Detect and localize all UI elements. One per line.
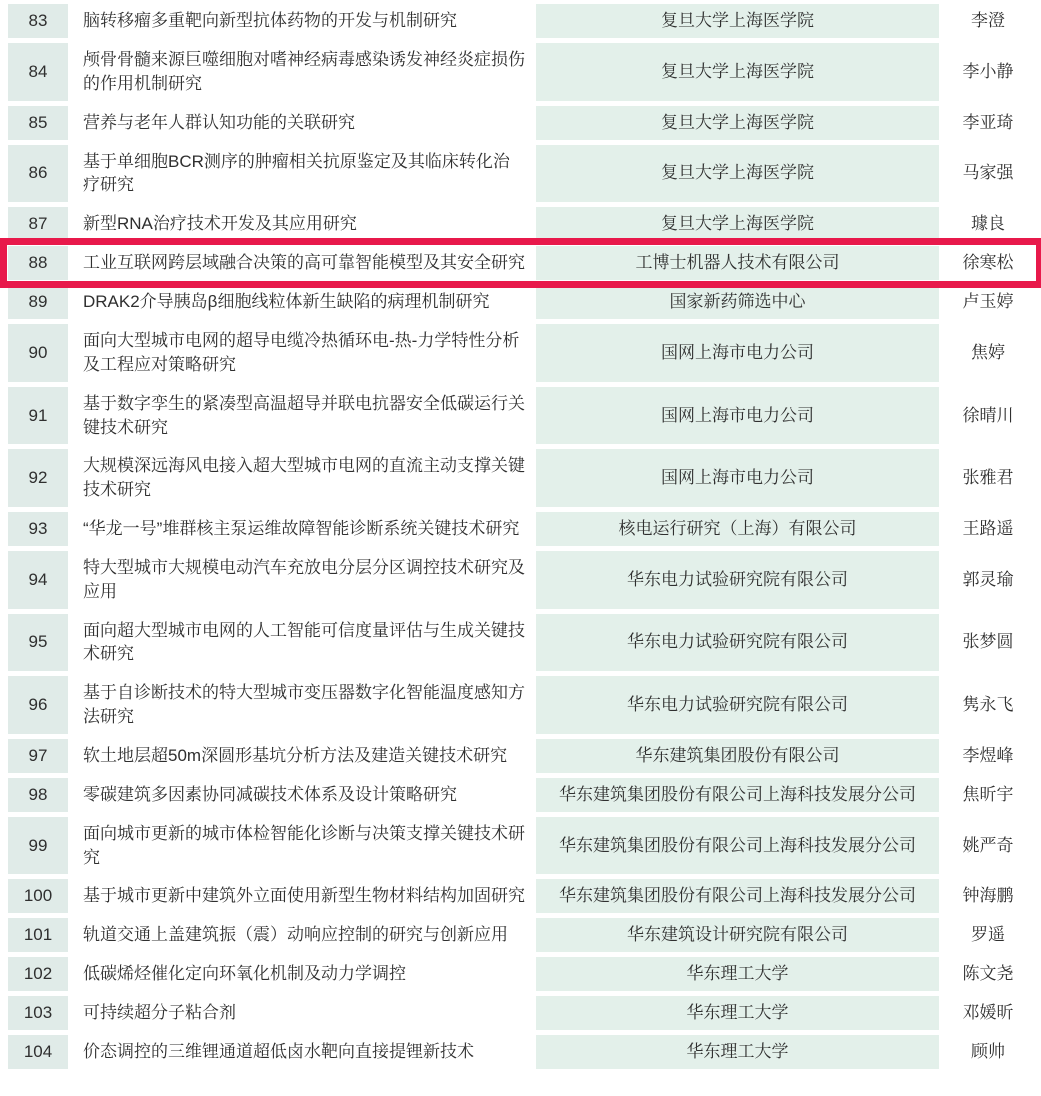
organization-cell: 华东建筑集团股份有限公司上海科技发展分公司 [536,778,939,812]
table-row [8,551,1041,609]
table-row [8,449,1041,507]
table-row [8,918,1041,952]
project-title-cell: 面向城市更新的城市体检智能化诊断与决策支撑关键技术研究 [74,817,530,875]
organization-cell: 复旦大学上海医学院 [536,207,939,241]
project-title-cell: 轨道交通上盖建筑振（震）动响应控制的研究与创新应用 [74,918,530,952]
organization-cell: 华东建筑集团股份有限公司上海科技发展分公司 [536,817,939,875]
project-title-cell: 价态调控的三维锂通道超低卤水靶向直接提锂新技术 [74,1035,530,1069]
organization-cell: 华东理工大学 [536,1035,939,1069]
organization-cell: 国网上海市电力公司 [536,449,939,507]
project-title-cell: 基于城市更新中建筑外立面使用新型生物材料结构加固研究 [74,879,530,913]
organization-cell: 华东理工大学 [536,996,939,1030]
organization-cell: 工博士机器人技术有限公司 [536,246,939,280]
row-number-cell: 101 [8,918,68,952]
table-row [8,4,1041,38]
person-name-cell: 焦婷 [939,324,1037,382]
table-row [8,879,1041,913]
row-number-cell: 96 [8,676,68,734]
row-number-cell: 84 [8,43,68,101]
row-number-cell: 99 [8,817,68,875]
row-number-cell: 94 [8,551,68,609]
row-number-cell: 86 [8,145,68,203]
row-number-cell: 92 [8,449,68,507]
row-number-cell: 83 [8,4,68,38]
project-title-cell: 面向超大型城市电网的人工智能可信度量评估与生成关键技术研究 [74,614,530,672]
project-title-cell: 大规模深远海风电接入超大型城市电网的直流主动支撑关键技术研究 [74,449,530,507]
table-row [8,387,1041,445]
table-row [8,676,1041,734]
table-row [8,614,1041,672]
person-name-cell: 邓媛昕 [939,996,1037,1030]
person-name-cell: 李澄 [939,4,1037,38]
organization-cell: 复旦大学上海医学院 [536,106,939,140]
row-number-cell: 87 [8,207,68,241]
person-name-cell: 钟海鹏 [939,879,1037,913]
table-row [8,43,1041,101]
person-name-cell: 陈文尧 [939,957,1037,991]
organization-cell: 华东电力试验研究院有限公司 [536,614,939,672]
person-name-cell: 张雅君 [939,449,1037,507]
person-name-cell: 郭灵瑜 [939,551,1037,609]
project-title-cell: 零碳建筑多因素协同减碳技术体系及设计策略研究 [74,778,530,812]
project-title-cell: 基于单细胞BCR测序的肿瘤相关抗原鉴定及其临床转化治疗研究 [74,145,530,203]
project-table [0,4,1041,1069]
table-row [8,778,1041,812]
row-number-cell: 91 [8,387,68,445]
organization-cell: 国网上海市电力公司 [536,324,939,382]
organization-cell: 华东电力试验研究院有限公司 [536,676,939,734]
table-row [8,285,1041,319]
table-row [8,512,1041,546]
project-title-cell: 低碳烯烃催化定向环氧化机制及动力学调控 [74,957,530,991]
person-name-cell: 徐晴川 [939,387,1037,445]
table-row [8,817,1041,875]
row-number-cell: 98 [8,778,68,812]
person-name-cell: 李煜峰 [939,739,1037,773]
project-title-cell: 特大型城市大规模电动汽车充放电分层分区调控技术研究及应用 [74,551,530,609]
row-number-cell: 85 [8,106,68,140]
row-number-cell: 104 [8,1035,68,1069]
project-title-cell: 基于自诊断技术的特大型城市变压器数字化智能温度感知方法研究 [74,676,530,734]
organization-cell: 华东电力试验研究院有限公司 [536,551,939,609]
table-row [8,1035,1041,1069]
organization-cell: 核电运行研究（上海）有限公司 [536,512,939,546]
project-title-cell: 营养与老年人群认知功能的关联研究 [74,106,530,140]
project-title-cell: DRAK2介导胰岛β细胞线粒体新生缺陷的病理机制研究 [74,285,530,319]
organization-cell: 华东建筑集团股份有限公司 [536,739,939,773]
organization-cell: 华东理工大学 [536,957,939,991]
row-number-cell: 103 [8,996,68,1030]
person-name-cell: 焦昕宇 [939,778,1037,812]
row-number-cell: 89 [8,285,68,319]
project-title-cell: 颅骨骨髓来源巨噬细胞对嗜神经病毒感染诱发神经炎症损伤的作用机制研究 [74,43,530,101]
person-name-cell: 李亚琦 [939,106,1037,140]
organization-cell: 复旦大学上海医学院 [536,4,939,38]
person-name-cell: 璩良 [939,207,1037,241]
project-title-cell: 新型RNA治疗技术开发及其应用研究 [74,207,530,241]
table-row [8,145,1041,203]
organization-cell: 华东建筑集团股份有限公司上海科技发展分公司 [536,879,939,913]
table-row [8,246,1041,280]
project-title-cell: 工业互联网跨层域融合决策的高可靠智能模型及其安全研究 [74,246,530,280]
person-name-cell: 顾帅 [939,1035,1037,1069]
organization-cell: 复旦大学上海医学院 [536,43,939,101]
person-name-cell: 张梦圆 [939,614,1037,672]
table-row [8,996,1041,1030]
project-title-cell: “华龙一号”堆群核主泵运维故障智能诊断系统关键技术研究 [74,512,530,546]
person-name-cell: 隽永飞 [939,676,1037,734]
table-row [8,324,1041,382]
person-name-cell: 徐寒松 [939,246,1037,280]
person-name-cell: 卢玉婷 [939,285,1037,319]
table-row [8,739,1041,773]
table-row [8,957,1041,991]
person-name-cell: 罗遥 [939,918,1037,952]
row-number-cell: 88 [8,246,68,280]
row-number-cell: 97 [8,739,68,773]
row-number-cell: 95 [8,614,68,672]
organization-cell: 国网上海市电力公司 [536,387,939,445]
person-name-cell: 马家强 [939,145,1037,203]
table-row [8,106,1041,140]
row-number-cell: 93 [8,512,68,546]
project-title-cell: 脑转移瘤多重靶向新型抗体药物的开发与机制研究 [74,4,530,38]
project-title-cell: 软土地层超50m深圆形基坑分析方法及建造关键技术研究 [74,739,530,773]
organization-cell: 华东建筑设计研究院有限公司 [536,918,939,952]
row-number-cell: 100 [8,879,68,913]
person-name-cell: 王路遥 [939,512,1037,546]
table-row [8,207,1041,241]
person-name-cell: 李小静 [939,43,1037,101]
project-title-cell: 面向大型城市电网的超导电缆冷热循环电-热-力学特性分析及工程应对策略研究 [74,324,530,382]
project-title-cell: 可持续超分子粘合剂 [74,996,530,1030]
project-title-cell: 基于数字孪生的紧凑型高温超导并联电抗器安全低碳运行关键技术研究 [74,387,530,445]
organization-cell: 国家新药筛选中心 [536,285,939,319]
row-number-cell: 102 [8,957,68,991]
organization-cell: 复旦大学上海医学院 [536,145,939,203]
row-number-cell: 90 [8,324,68,382]
person-name-cell: 姚严奇 [939,817,1037,875]
